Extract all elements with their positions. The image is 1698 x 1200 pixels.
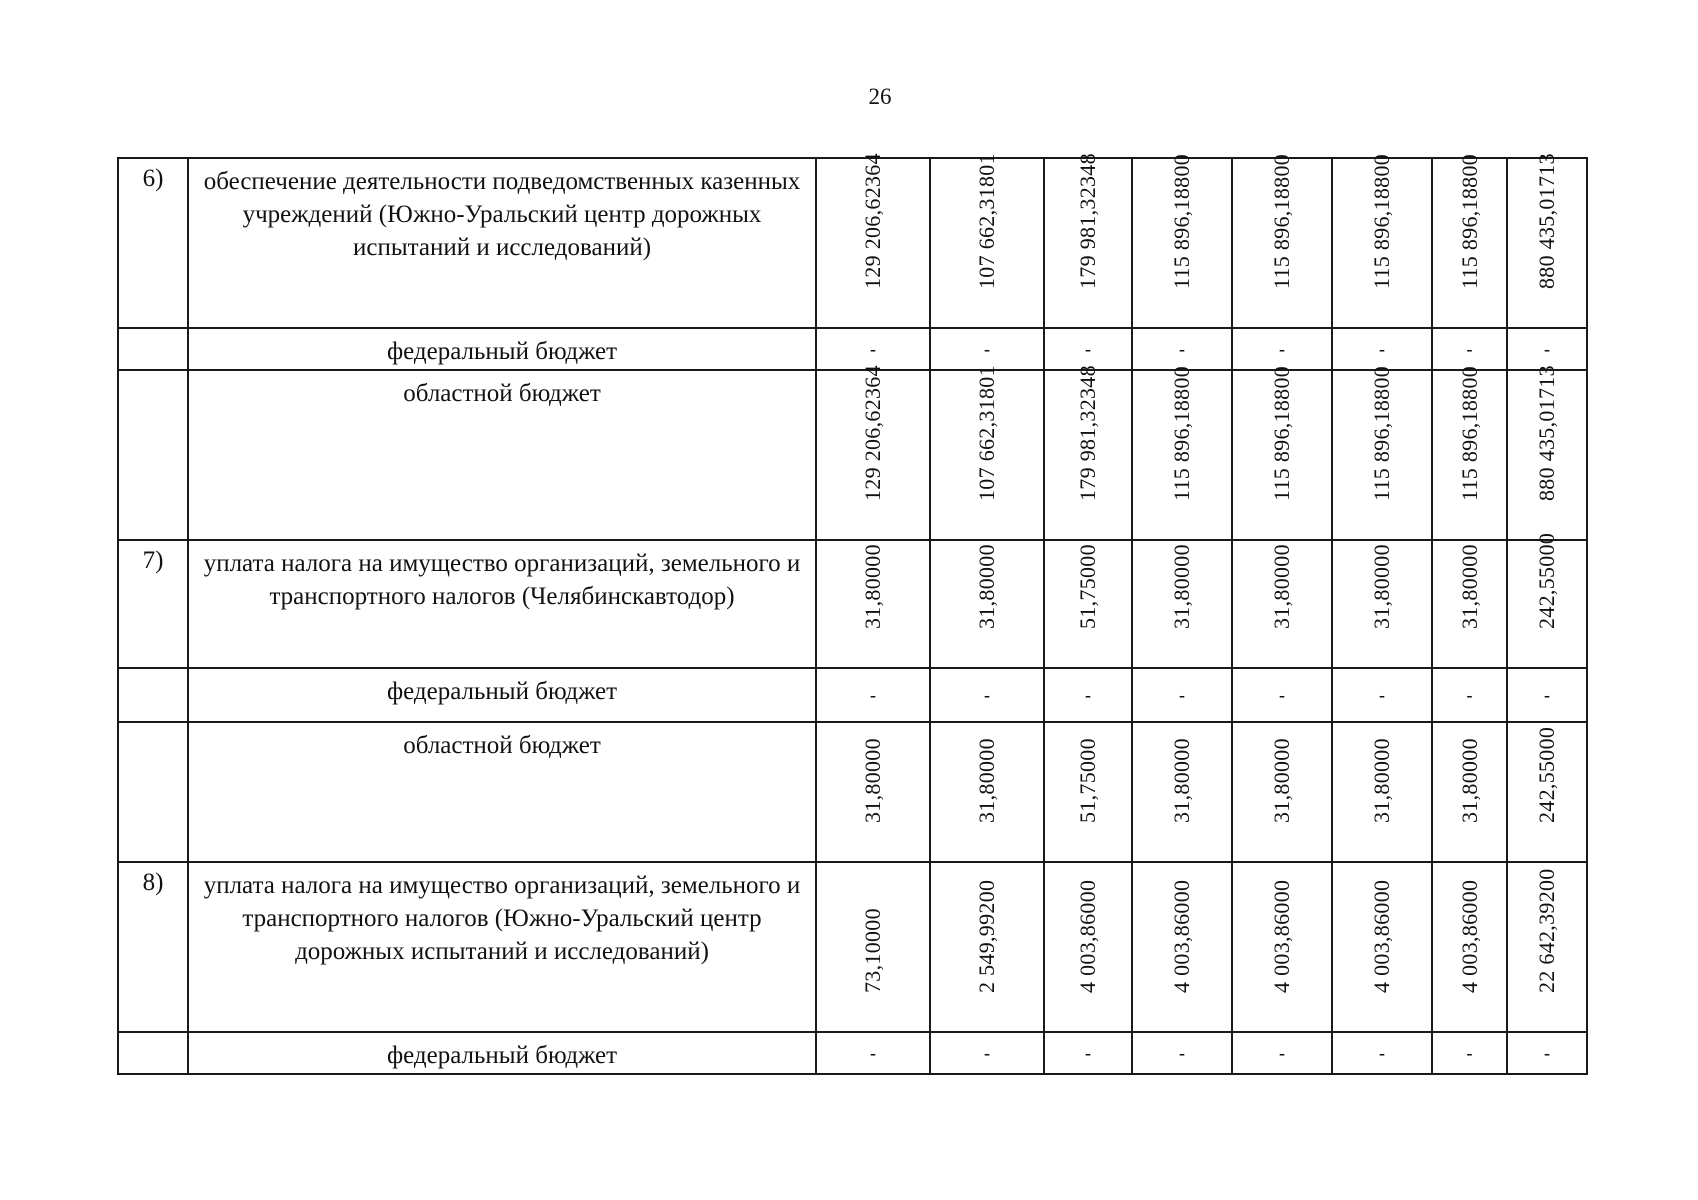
row-description: федеральный бюджет — [188, 668, 816, 722]
value-cell-year-2019 — [816, 153, 930, 328]
row-description: уплата налога на имущество организаций, земельного и транспортного налогов (Челябинскавтодор) — [188, 540, 816, 668]
value-cell-year-2024 — [1332, 365, 1432, 540]
value-text: 31,80000 — [1456, 544, 1482, 629]
value-cell-total — [1507, 153, 1587, 328]
value-cell-year-2020: - — [930, 668, 1044, 722]
row-number: 8) — [118, 862, 188, 1032]
value-text: 115 896,18800 — [1269, 153, 1294, 289]
value-text: 31,80000 — [1269, 544, 1294, 629]
value-text: 107 662,31801 — [974, 365, 999, 501]
value-text: 73,10000 — [860, 908, 885, 993]
table-row — [118, 722, 1587, 862]
value-text: 179 981,32348 — [1075, 153, 1100, 289]
row-description: областной бюджет — [188, 722, 816, 862]
value-cell-year-2023 — [1232, 365, 1332, 540]
value-text: 129 206,62364 — [860, 153, 885, 289]
value-cell-year-2021: - — [1044, 328, 1132, 370]
value-cell-year-2023: - — [1232, 1032, 1332, 1074]
value-cell-year-2019 — [816, 540, 930, 668]
value-text: 880 435,01713 — [1534, 153, 1559, 289]
budget-table — [117, 153, 1588, 1075]
value-text: 4 003,86000 — [1456, 879, 1482, 993]
value-cell-year-2025 — [1432, 540, 1507, 668]
value-cell-year-2020: - — [930, 1032, 1044, 1074]
value-text: 31,80000 — [1369, 544, 1394, 629]
value-cell-year-2025: - — [1432, 1032, 1507, 1074]
value-cell-year-2019: - — [816, 668, 930, 722]
value-cell-year-2021 — [1044, 540, 1132, 668]
value-text: 242,55000 — [1534, 532, 1559, 629]
table-row — [118, 668, 1587, 722]
value-cell-year-2023 — [1232, 862, 1332, 1032]
value-text: 115 896,18800 — [1456, 365, 1482, 501]
value-cell-year-2021: - — [1044, 1032, 1132, 1074]
value-text: 880 435,01713 — [1534, 365, 1559, 501]
row-number: 6) — [118, 158, 188, 328]
value-cell-total: - — [1507, 1032, 1587, 1074]
value-text: 4 003,86000 — [1369, 879, 1394, 993]
value-cell-year-2021: - — [1044, 668, 1132, 722]
value-cell-year-2019 — [816, 365, 930, 540]
value-cell-year-2022 — [1132, 153, 1232, 328]
value-text: 22 642,39200 — [1534, 868, 1559, 993]
value-text: 242,55000 — [1534, 726, 1559, 823]
value-text: 4 003,86000 — [1269, 879, 1294, 993]
value-text: 129 206,62364 — [860, 365, 885, 501]
value-text: 115 896,18800 — [1369, 365, 1394, 501]
value-text: 31,80000 — [1369, 738, 1394, 823]
value-cell-year-2025: - — [1432, 668, 1507, 722]
row-number: 7) — [118, 540, 188, 668]
value-cell-year-2020: - — [930, 328, 1044, 370]
value-text: 4 003,86000 — [1075, 879, 1100, 993]
value-cell-total — [1507, 722, 1587, 862]
value-cell-year-2019 — [816, 722, 930, 862]
value-cell-year-2023 — [1232, 153, 1332, 328]
value-cell-year-2020 — [930, 722, 1044, 862]
value-cell-year-2023: - — [1232, 328, 1332, 370]
row-description: обеспечение деятельности подведомственных казенных учреждений (Южно-Уральский центр дорожных испытаний и исследований) — [188, 158, 816, 328]
value-cell-year-2024 — [1332, 540, 1432, 668]
table-row — [118, 1032, 1587, 1074]
row-description: областной бюджет — [188, 370, 816, 540]
value-cell-year-2021 — [1044, 153, 1132, 328]
value-cell-year-2020 — [930, 540, 1044, 668]
value-text: 115 896,18800 — [1169, 365, 1194, 501]
value-cell-year-2020 — [930, 153, 1044, 328]
table-row — [118, 862, 1587, 1032]
value-cell-year-2022: - — [1132, 328, 1232, 370]
value-text: 179 981,32348 — [1075, 365, 1100, 501]
value-cell-year-2025: - — [1432, 328, 1507, 370]
value-text: 115 896,18800 — [1169, 153, 1194, 289]
value-cell-year-2019: - — [816, 1032, 930, 1074]
value-cell-year-2024: - — [1332, 668, 1432, 722]
value-cell-year-2022: - — [1132, 668, 1232, 722]
value-cell-year-2019 — [816, 862, 930, 1032]
value-cell-year-2023 — [1232, 722, 1332, 862]
value-cell-year-2025 — [1432, 365, 1507, 540]
value-cell-total: - — [1507, 328, 1587, 370]
value-cell-total — [1507, 862, 1587, 1032]
value-cell-year-2019: - — [816, 328, 930, 370]
value-cell-year-2023 — [1232, 540, 1332, 668]
row-number — [118, 370, 188, 540]
row-description: федеральный бюджет — [188, 328, 816, 370]
value-cell-year-2022 — [1132, 540, 1232, 668]
value-text: 31,80000 — [860, 738, 885, 823]
row-number — [118, 1032, 188, 1074]
value-text: 51,75000 — [1075, 544, 1100, 629]
page-number: 26 — [868, 84, 892, 109]
value-cell-year-2022: - — [1132, 1032, 1232, 1074]
row-description: уплата налога на имущество организаций, земельного и транспортного налогов (Южно-Уральский центр дорожных испытаний и исследований) — [188, 862, 816, 1032]
value-text: 31,80000 — [1456, 738, 1482, 823]
value-text: 31,80000 — [974, 738, 999, 823]
value-cell-year-2024 — [1332, 153, 1432, 328]
value-cell-year-2022 — [1132, 722, 1232, 862]
value-cell-year-2020 — [930, 365, 1044, 540]
value-cell-total — [1507, 365, 1587, 540]
value-cell-total — [1507, 532, 1587, 668]
value-cell-year-2024: - — [1332, 328, 1432, 370]
value-text: 31,80000 — [1169, 738, 1194, 823]
table-row — [118, 328, 1587, 370]
value-text: 107 662,31801 — [974, 153, 999, 289]
value-text: 51,75000 — [1075, 738, 1100, 823]
value-cell-total: - — [1507, 668, 1587, 722]
value-text: 31,80000 — [1169, 544, 1194, 629]
table-row — [118, 158, 1587, 328]
value-cell-year-2024 — [1332, 722, 1432, 862]
value-text: 4 003,86000 — [1169, 879, 1194, 993]
value-cell-year-2023: - — [1232, 668, 1332, 722]
value-text: 115 896,18800 — [1269, 365, 1294, 501]
value-cell-year-2021 — [1044, 722, 1132, 862]
value-text: 31,80000 — [1269, 738, 1294, 823]
value-text: 31,80000 — [860, 544, 885, 629]
value-cell-year-2025 — [1432, 862, 1507, 1032]
value-cell-year-2022 — [1132, 365, 1232, 540]
value-text: 2 549,99200 — [974, 879, 999, 993]
value-text: 115 896,18800 — [1369, 153, 1394, 289]
row-number — [118, 328, 188, 370]
value-cell-year-2024 — [1332, 862, 1432, 1032]
value-cell-year-2025 — [1432, 153, 1507, 328]
value-cell-year-2021 — [1044, 862, 1132, 1032]
value-cell-year-2022 — [1132, 862, 1232, 1032]
row-description: федеральный бюджет — [188, 1032, 816, 1074]
value-cell-year-2020 — [930, 862, 1044, 1032]
value-text: 115 896,18800 — [1456, 153, 1482, 289]
row-number — [118, 722, 188, 862]
value-cell-year-2024: - — [1332, 1032, 1432, 1074]
row-number — [118, 668, 188, 722]
table-row — [118, 370, 1587, 540]
value-cell-year-2021 — [1044, 365, 1132, 540]
value-cell-year-2025 — [1432, 722, 1507, 862]
table-row — [118, 540, 1587, 668]
value-text: 31,80000 — [974, 544, 999, 629]
